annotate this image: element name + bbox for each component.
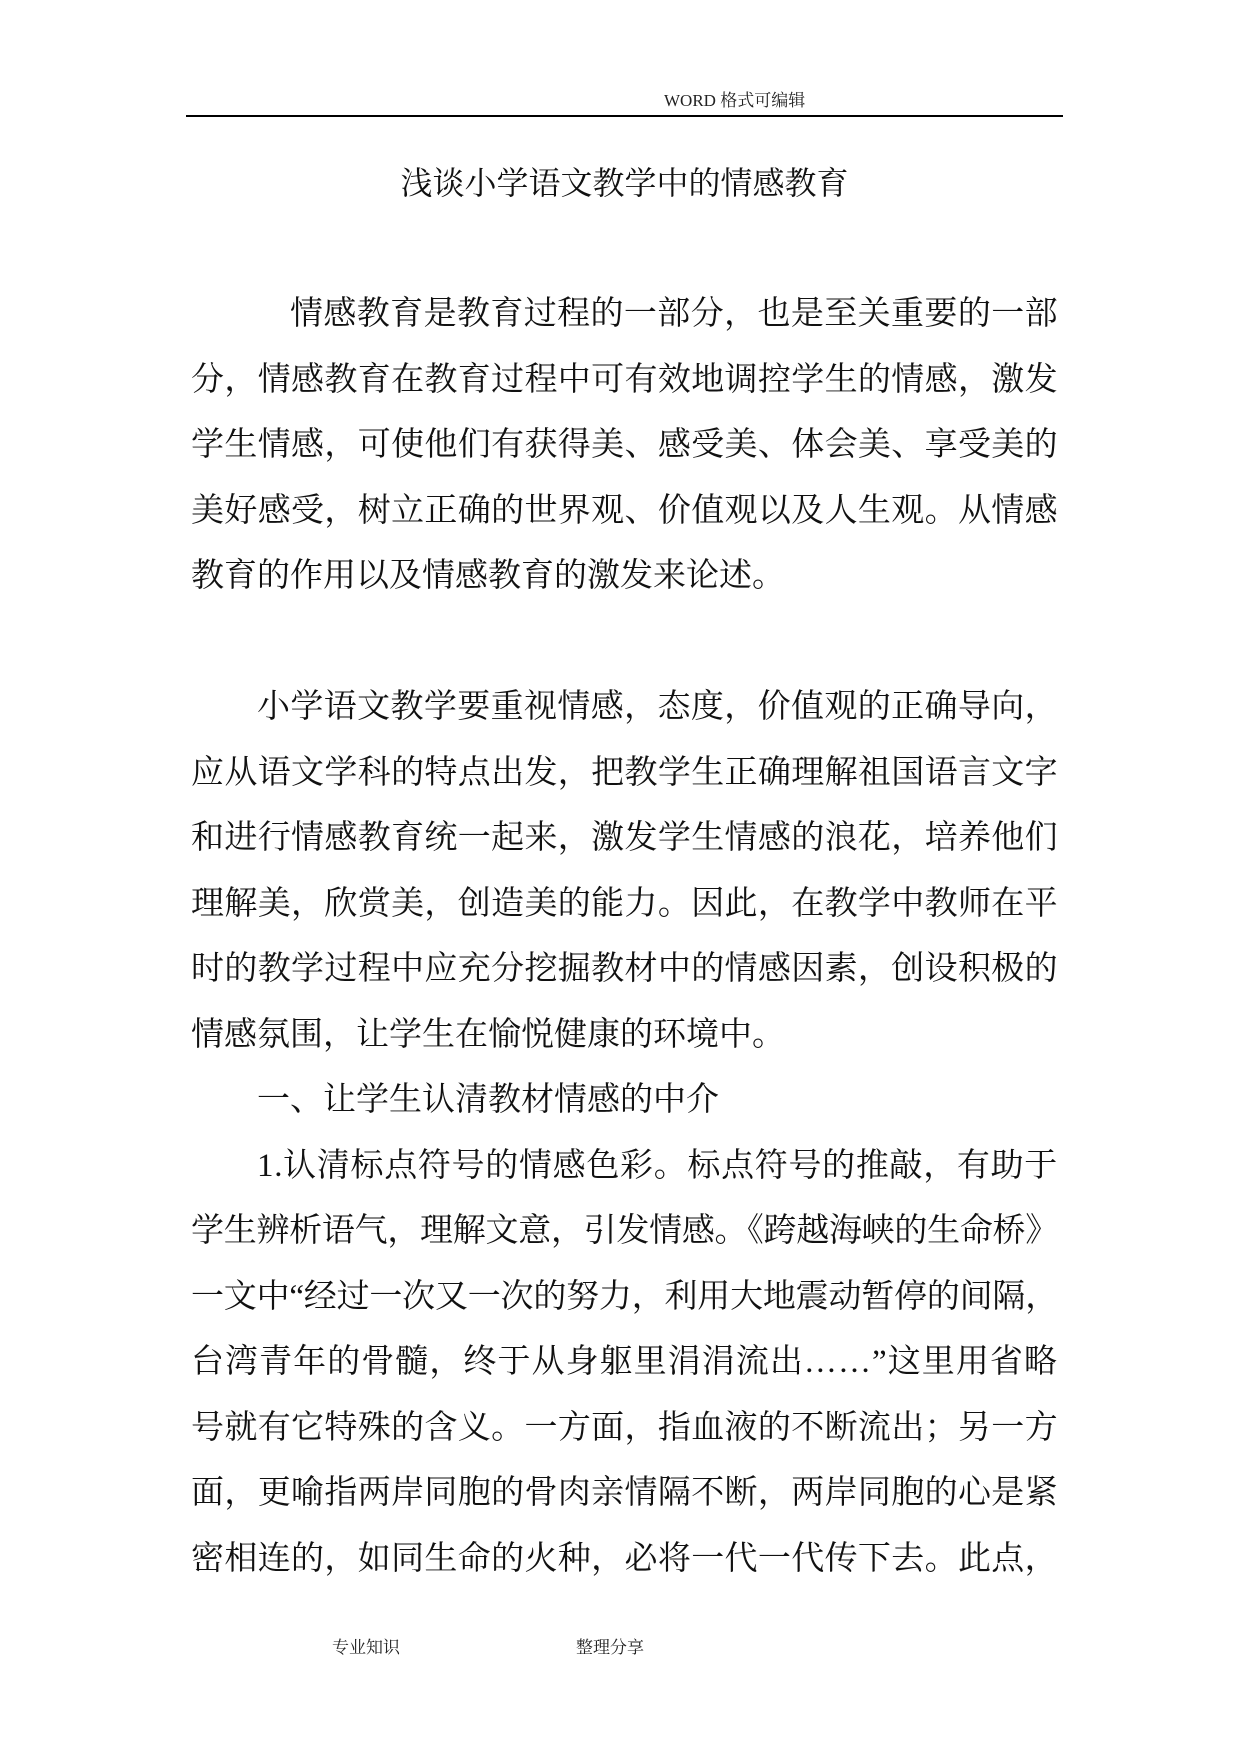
text-line: 应从语文学科的特点出发，把教学生正确理解祖国语言文字: [191, 754, 1058, 791]
text-line: 美好感受，树立正确的世界观、价值观以及人生观。从情感: [191, 492, 1058, 529]
footer-left-label: 专业知识: [332, 1638, 400, 1657]
footer-right-label: 整理分享: [576, 1638, 644, 1657]
text-line: 教育的作用以及情感教育的激发来论述。: [191, 558, 785, 594]
text-line: 分，情感教育在教育过程中可有效地调控学生的情感，激发: [191, 361, 1058, 398]
text-line: 理解美，欣赏美，创造美的能力。因此，在教学中教师在平: [191, 885, 1058, 922]
text-line: 情感教育是教育过程的一部分，也是至关重要的一部: [290, 296, 1058, 332]
text-line: 情感氛围，让学生在愉悦健康的环境中。: [191, 1016, 785, 1053]
text-line: 一文中“经过一次又一次的努力，利用大地震动暂停的间隔，: [191, 1278, 1058, 1315]
text-line: 时的教学过程中应充分挖掘教材中的情感因素，创设积极的: [191, 951, 1058, 987]
section-heading: [191, 1068, 1058, 1134]
text-line: 面，更喻指两岸同胞的骨肉亲情隔不断，两岸同胞的心是紧: [191, 1475, 1058, 1511]
text-line: 1.认清标点符号的情感色彩。标点符号的推敲，有助于: [257, 1147, 1058, 1184]
text-line: 和进行情感教育统一起来，激发学生情感的浪花，培养他们: [191, 820, 1058, 856]
text-line: 台湾青年的骨髓，终于从身躯里涓涓流出……”这里用省略: [191, 1344, 1058, 1380]
text-line: 密相连的，如同生命的火种，必将一代一代传下去。此点，: [191, 1540, 1058, 1577]
section-heading-text: 一、让学生认清教材情感的中介: [257, 1082, 719, 1118]
text-line: 学生情感，可使他们有获得美、感受美、体会美、享受美的: [191, 427, 1058, 463]
document-title: 浅谈小学语文教学中的情感教育: [400, 165, 849, 201]
header-rule: [186, 115, 1063, 117]
abstract-paragraph: [191, 282, 1058, 610]
text-line: 小学语文教学要重视情感，态度，价值观的正确导向，: [257, 689, 1058, 725]
document-body: [191, 282, 1058, 1592]
text-line: 号就有它特殊的含义。一方面，指血液的不断流出；另一方: [191, 1409, 1058, 1446]
body-paragraph: [191, 675, 1058, 1068]
page-header-label: WORD 格式可编辑: [664, 91, 806, 110]
text-line: 学生辨析语气，理解文意，引发情感。《跨越海峡的生命桥》: [191, 1213, 1059, 1249]
body-paragraph: [191, 1134, 1058, 1593]
